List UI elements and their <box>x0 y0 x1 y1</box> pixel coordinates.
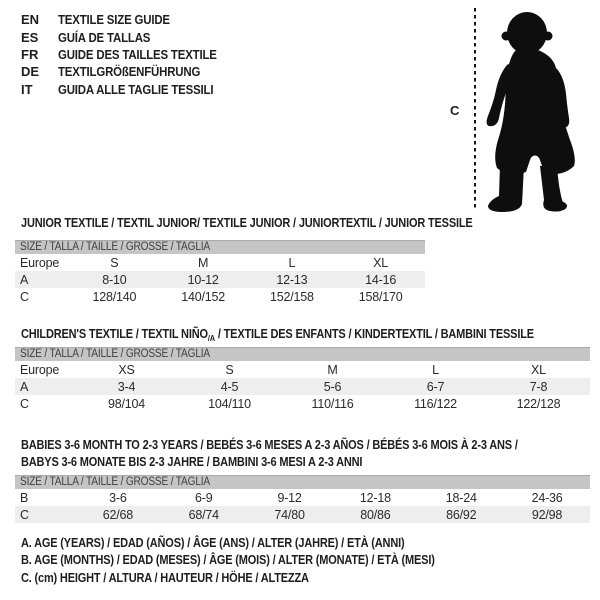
language-row-en <box>21 11 238 28</box>
language-row-es <box>21 28 238 45</box>
size-cell: 24-36 <box>531 490 563 505</box>
table-row-a <box>15 271 425 288</box>
section-title-babies: BABIES 3-6 MONTH TO 2-3 YEARS / BEBÉS 3-6 MESES A 2-3 AÑOS / BÉBÉS 3-6 MOIS À 2-3 ANS / BABYS 3-6 MONATE BIS 2-3 JAHRE / BAMBINI 3-6 MESI A 2-3 ANNI <box>21 438 518 469</box>
size-cell: XS <box>118 362 135 377</box>
language-title: GUIDE DES TAILLES TEXTILE <box>58 46 217 62</box>
language-code: EN <box>21 12 40 28</box>
size-cell: 62/68 <box>102 507 134 522</box>
size-cell: 8-10 <box>102 272 127 287</box>
language-code: IT <box>21 81 33 97</box>
size-cell: S <box>110 255 119 270</box>
row-label: Europe <box>20 255 60 270</box>
babies-size-table <box>15 475 590 523</box>
size-cell: 128/140 <box>92 289 137 304</box>
size-cell: 9-12 <box>277 490 302 505</box>
table-row-a <box>15 378 590 395</box>
table-size-header: SIZE / TALLA / TAILLE / GRÖSSE / TAGLIA <box>15 347 590 361</box>
language-code: FR <box>21 46 39 62</box>
size-cell: 68/74 <box>188 507 219 522</box>
size-cell: 14-16 <box>365 272 397 287</box>
junior-size-table <box>15 240 425 305</box>
size-cell: 12-13 <box>276 272 308 287</box>
size-cell: 4-5 <box>220 379 239 394</box>
size-cell: 74/80 <box>274 507 305 522</box>
table-row-c <box>15 288 425 305</box>
baby-silhouette-icon <box>486 4 592 212</box>
height-dashed-line <box>474 8 476 211</box>
size-cell: L <box>432 362 439 377</box>
row-label: C <box>20 289 29 304</box>
size-cell: S <box>225 362 234 377</box>
language-code: ES <box>21 29 39 45</box>
row-label: B <box>20 490 29 505</box>
section-title-children: CHILDREN'S TEXTILE / TEXTIL $NIÑO_{/A}$ / TEXTILE DES ENFANTS / KINDERTEXTIL / BAMBINI TESSILE <box>21 327 534 343</box>
size-cell: 7-8 <box>529 379 548 394</box>
table-row-europe <box>15 254 425 271</box>
size-cell: 5-6 <box>323 379 342 394</box>
size-cell: 3-6 <box>109 490 127 505</box>
language-title: TEXTILE SIZE GUIDE <box>58 12 170 28</box>
size-cell: 110/116 <box>311 396 354 411</box>
size-cell: XL <box>531 362 546 377</box>
language-row-de <box>21 63 238 80</box>
table-size-header: SIZE / TALLA / TAILLE / GRÖSSE / TAGLIA <box>15 240 425 254</box>
size-cell: 6-9 <box>195 490 213 505</box>
language-row-it <box>21 81 238 98</box>
size-cell: 104/110 <box>208 396 251 411</box>
size-cell: 140/152 <box>181 289 226 304</box>
language-title: TEXTILGRÖßENFÜHRUNG <box>58 64 201 80</box>
size-cell: M <box>327 362 338 377</box>
table-row-b <box>15 489 590 506</box>
row-label: A <box>20 379 29 394</box>
size-cell: L <box>288 255 296 270</box>
title-subscript: /A <box>207 332 215 343</box>
legend-line-a: A. AGE (YEARS) / EDAD (AÑOS) / ÂGE (ANS) / ALTER (JAHRE) / ETÀ (ANNI) <box>21 536 405 550</box>
measurement-legend <box>21 536 491 588</box>
row-label: C <box>20 396 29 411</box>
size-cell: 86/92 <box>446 507 477 522</box>
size-cell: 12-18 <box>359 490 391 505</box>
table-size-header: SIZE / TALLA / TAILLE / GRÖSSE / TAGLIA <box>15 475 590 489</box>
language-title: GUIDA ALLE TAGLIE TESSILI <box>58 81 214 97</box>
table-row-c <box>15 506 590 523</box>
size-cell: XL <box>373 255 389 270</box>
language-row-fr <box>21 46 238 63</box>
table-row-europe <box>15 361 590 378</box>
children-size-table <box>15 347 590 412</box>
section-title-junior: JUNIOR TEXTILE / TEXTIL JUNIOR/ TEXTILE JUNIOR / JUNIORTEXTIL / JUNIOR TESSILE <box>21 216 473 230</box>
size-cell: 6-7 <box>426 379 445 394</box>
size-cell: 158/170 <box>358 289 403 304</box>
size-cell: 98/104 <box>107 396 146 411</box>
size-cell: 152/158 <box>269 289 314 304</box>
table-row-c <box>15 395 590 412</box>
size-cell: 18-24 <box>445 490 477 505</box>
height-label-c: C <box>450 103 460 118</box>
row-label: A <box>20 272 29 287</box>
legend-line-c: C. (cm) HEIGHT / ALTURA / HAUTEUR / HÖHE / ALTEZZA <box>21 570 309 585</box>
language-title: GUÍA DE TALLAS <box>58 29 151 45</box>
row-label: Europe <box>20 362 60 377</box>
language-list <box>21 11 238 98</box>
size-cell: 3-4 <box>117 379 136 394</box>
size-cell: 80/86 <box>360 507 391 522</box>
size-cell: 116/122 <box>414 396 457 411</box>
language-code: DE <box>21 64 40 80</box>
row-label: C <box>20 507 29 522</box>
size-cell: 122/128 <box>516 396 561 411</box>
size-cell: 10-12 <box>187 272 219 287</box>
legend-line-b: B. AGE (MONTHS) / EDAD (MESES) / ÂGE (MOIS) / ALTER (MONATE) / ETÀ (MESI) <box>21 553 435 568</box>
size-cell: 92/98 <box>531 507 563 522</box>
size-cell: M <box>198 255 209 270</box>
